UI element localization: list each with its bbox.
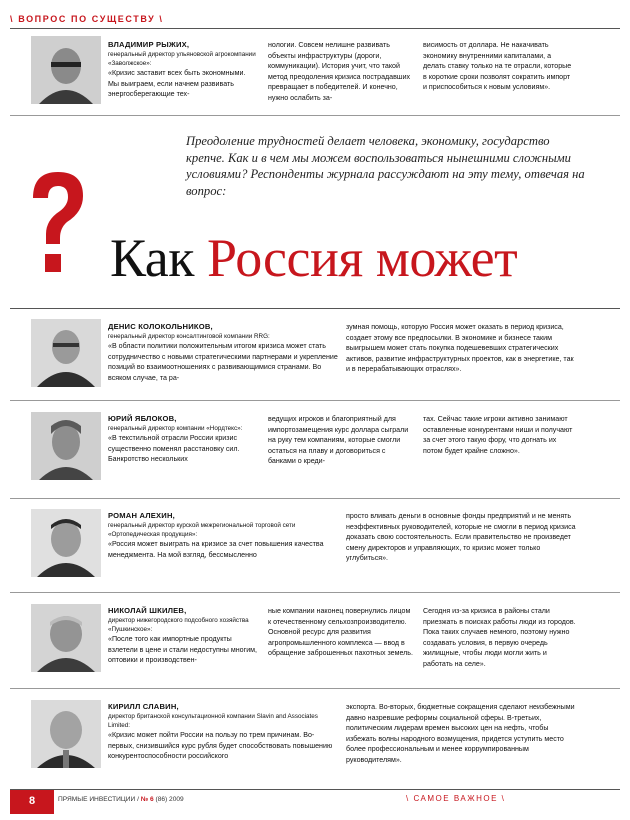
quote-text: «В области политики положительным итогом кризиса может стать сотрудничество с новыми стратегическими партнерами и укрепление позиций во взаимоотношениях с развивающимися странами. Во всяком случае, та ра- xyxy=(108,342,338,382)
divider xyxy=(10,308,620,309)
divider xyxy=(10,592,620,593)
person-role: директор нижегородского подсобного хозяйства «Пушкинское»: xyxy=(108,617,249,633)
intro-text: Преодоление трудностей делает человека, экономику, государство крепче. Как и в чем мы можем воспользоваться нынешними сложными условиями? Респонденты журнала рассуждают на эту тему, отвечая на вопрос: xyxy=(186,134,585,198)
magazine-name: ПРЯМЫЕ ИНВЕСТИЦИИ / xyxy=(58,796,139,803)
person-role: директор британской консультационной компании Slavin and Associates Limited: xyxy=(108,713,318,729)
divider xyxy=(10,400,620,401)
answer-column xyxy=(108,511,338,560)
person-name: КИРИЛЛ СЛАВИН, xyxy=(108,702,179,711)
quote-text: нологии. Совсем нелишне развивать объекты инфраструктуры (дороги, коммуникации). История учит, что такой метод преодоления кризиса пострадавших превращает в победителей. И конечно, нужно ослабить за- xyxy=(268,41,411,102)
portrait-photo xyxy=(31,604,101,672)
divider xyxy=(10,498,620,499)
quote-text: «Россия может выиграть на кризисе за счет повышения качества менеджмента. На мой взгляд, бессмысленно xyxy=(108,540,324,559)
question-mark-graphic xyxy=(27,168,89,278)
answer-column xyxy=(108,414,258,465)
answer-column xyxy=(423,606,578,670)
divider xyxy=(10,115,620,116)
answer-column xyxy=(346,702,576,766)
quote-text: «После того как импортные продукты взлетели в цене и стали недоступны многим, оптовики и производствен- xyxy=(108,635,258,665)
quote-text: экспорта. Во-вторых, бюджетные сокращения сделают неизбежными давно назревшие реформы социальной сферы. В-третьих, политическим лидерам времен высоких цен на нефть, чтобы избежать волны народного возмущения, придется уступить место более профессиональным и менее коррумпированным руководителям». xyxy=(346,703,575,764)
issue-number: № 6 xyxy=(140,796,154,803)
person-name: ЮРИЙ ЯБЛОКОВ, xyxy=(108,414,177,423)
portrait-photo xyxy=(31,319,101,387)
quote-text: тах. Сейчас такие игроки активно занимают оставленные конкурентами ниши и получают за счет этого такую фору, что догнать их потом будет крайне сложно». xyxy=(423,415,573,455)
quote-text: ведущих игроков и благоприятный для импортозамещения курс доллара сыграли на руку тем компаниям, которые смогли остаться на плаву и договориться с банками о креди- xyxy=(268,415,409,466)
quote-text: «В текстильной отрасли России кризис существенно поменял расстановку сил. Банкротство нескольких xyxy=(108,434,240,464)
portrait-photo xyxy=(31,412,101,480)
person-name: РОМАН АЛЕХИН, xyxy=(108,511,175,520)
footer-divider xyxy=(10,789,620,790)
quote-text: «Кризис может пойти России на пользу по трем причинам. Во-первых, снизившийся курс рубля будет способствовать повышению конкурентоспособности российского xyxy=(108,731,333,761)
rubric: \ ВОПРОС ПО СУЩЕСТВУ \ xyxy=(10,14,164,24)
person-role: генеральный директор курской межрегиональной торговой сети «Ортопедическая продукция»: xyxy=(108,522,296,538)
answer-column xyxy=(108,40,258,100)
divider xyxy=(10,688,620,689)
top-divider xyxy=(10,28,620,29)
portrait-photo xyxy=(31,700,101,768)
answer-column xyxy=(346,322,576,375)
answer-column xyxy=(108,322,340,383)
person-role: генеральный директор консалтинговой компании RRG: xyxy=(108,333,270,340)
person-name: ВЛАДИМИР РЫЖИХ, xyxy=(108,40,190,49)
person-name: ДЕНИС КОЛОКОЛЬНИКОВ, xyxy=(108,322,213,331)
headline-black: Как xyxy=(110,228,195,288)
page-number: 8 xyxy=(10,790,54,814)
answer-column xyxy=(268,40,413,104)
answer-column xyxy=(423,414,573,456)
headline-red: Россия может xyxy=(207,228,518,288)
issue-year: (86) 2009 xyxy=(155,796,184,803)
section-name: \ САМОЕ ВАЖНОЕ \ xyxy=(406,794,506,803)
answer-column xyxy=(423,40,573,93)
answer-column xyxy=(268,606,413,659)
person-name: НИКОЛАЙ ШКИЛЕВ, xyxy=(108,606,187,615)
quote-text: просто вливать деньги в основные фонды предприятий и не менять неэффективных руководителей, которые не смогли в период кризиса доказать свою состоятельность. Если правительство не произведет смену директоров и управляющих, то кризис может только углубиться». xyxy=(346,512,576,563)
quote-text: «Кризис заставит всех быть экономными. Мы выиграем, если начнем развивать энергосберегающие тех- xyxy=(108,69,246,99)
person-role: генеральный директор ульяновской агрокомпании «Заволжское»: xyxy=(108,51,256,67)
quote-text: зумная помощь, которую Россия может оказать в период кризиса, создает этому все предпосылки. В экономике и бизнесе таким выигрышем может стать покупка подешевевших стратегических активов, развитие инфраструктурных проектов, как в энергетике, так и в перерабатывающих отраслях». xyxy=(346,323,574,374)
answer-column xyxy=(346,511,576,564)
magazine-info xyxy=(58,796,184,803)
person-role: генеральный директор компании «Нордтекс»: xyxy=(108,425,243,432)
quote-text: Сегодня из-за кризиса в районы стали приезжать в поисках работы люди из городов. Пока таких случаев немного, поэтому нужно создавать условия, в первую очередь жилищные, чтобы люди могли жить и работать на селе». xyxy=(423,607,576,668)
answer-column xyxy=(108,702,338,762)
answer-column xyxy=(108,606,258,666)
quote-text: ные компании наконец повернулись лицом к отечественному сельхозпроизводителю. Основной ресурс для развития агропромышленного комплекса — ввод в обращение заброшенных пахотных земель. xyxy=(268,607,413,658)
headline xyxy=(110,228,517,288)
portrait-photo xyxy=(31,36,101,104)
quote-text: висимость от доллара. Не накачивать экономику внутренними капиталами, а делать ставку только на те отрасли, которые в короткие сроки позволят сократить импорт и приспособиться к новым условиям». xyxy=(423,41,572,92)
answer-column xyxy=(268,414,413,467)
portrait-photo xyxy=(31,509,101,577)
